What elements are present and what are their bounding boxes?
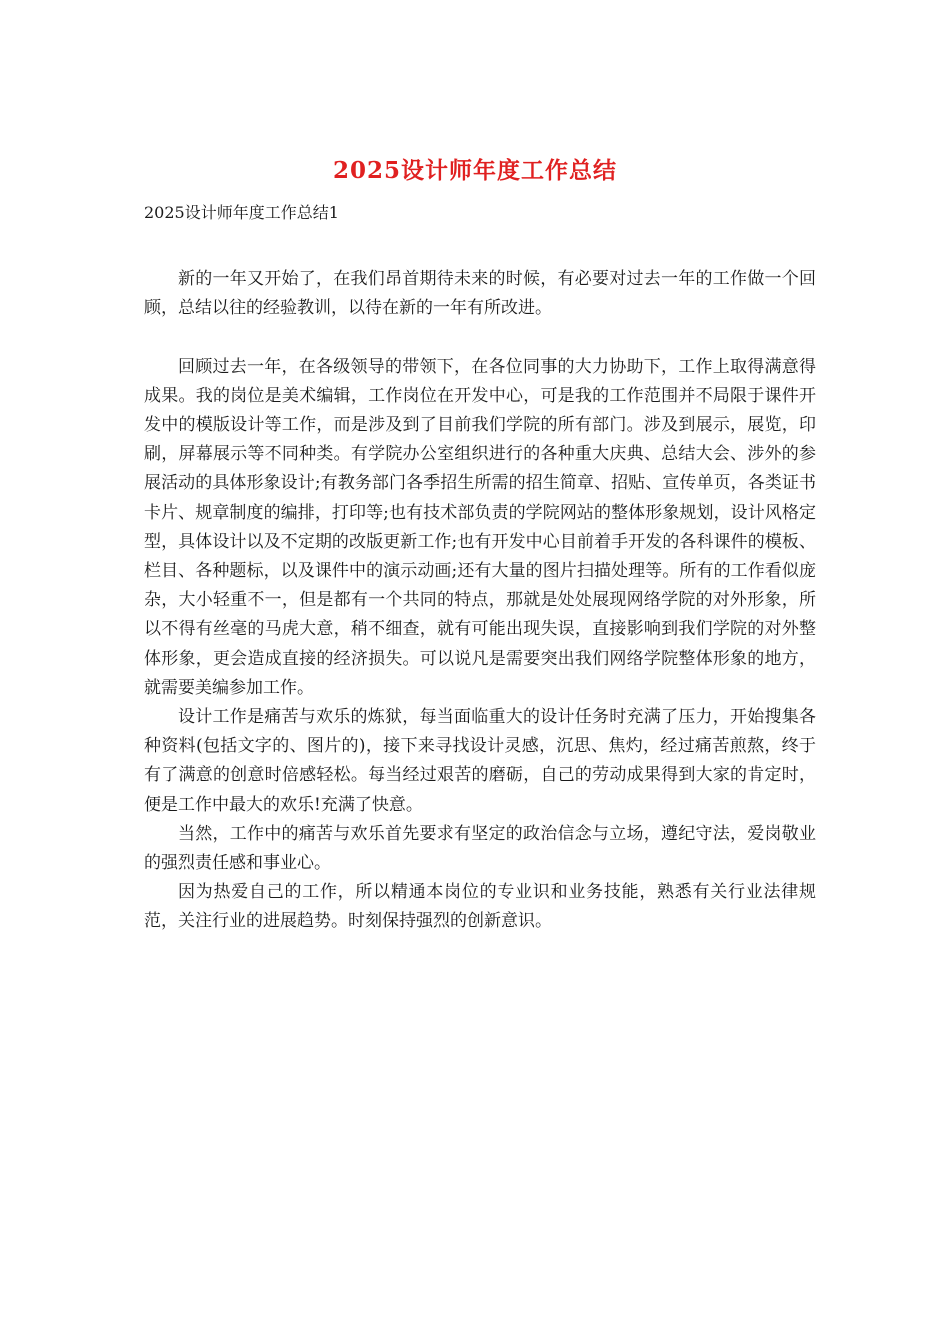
paragraph-intro: 新的一年又开始了，在我们昂首期待未来的时候，有必要对过去一年的工作做一个回顾，总结以往的经验教训，以待在新的一年有所改进。 xyxy=(144,269,816,319)
paragraph-expertise: 因为热爱自己的工作，所以精通本岗位的专业识和业务技能，熟悉有关行业法律规范，关注行业的进展趋势。时刻保持强烈的创新意识。 xyxy=(144,882,816,932)
paragraph-values: 当然，工作中的痛苦与欢乐首先要求有坚定的政治信念与立场，遵纪守法，爱岗敬业的强烈责任感和事业心。 xyxy=(144,823,816,874)
document-body xyxy=(144,265,816,937)
paragraph-review: 回顾过去一年，在各级领导的带领下，在各位同事的大力协助下，工作上取得满意得成果。我的岗位是美术编辑，工作岗位在开发中心，可是我的工作范围并不局限于课件开发中的模版设计等工作，而是涉及到了目前我们学院的所有部门。涉及到展示，展览，印刷，屏幕展示等不同种类。有学院办公室组织进行的各种重大庆典、总结大会、涉外的参展活动的具体形象设计;有教务部门各季招生所需的招生简章、招贴、宣传单页，各类证书卡片、规章制度的编排，打印等;也有技术部负责的学院网站的整体形象规划，设计风格定型，具体设计以及不定期的改版更新工作;也有开发中心目前着手开发的各科课件的模板、栏目、各种题标，以及课件中的演示动画;还有大量的图片扫描处理等。所有的工作看似庞杂，大小轻重不一，但是都有一个共同的特点，那就是处处展现网络学院的对外形象，所以不得有丝毫的马虎大意，稍不细查，就有可能出现失误，直接影响到我们学院的对外整体形象，更会造成直接的经济损失。可以说凡是需要突出我们网络学院整体形象的地方，就需要美编参加工作。 xyxy=(144,356,816,698)
paragraph-design-work: 设计工作是痛苦与欢乐的炼狱，每当面临重大的设计任务时充满了压力，开始搜集各种资料(包括文字的、图片的)，接下来寻找设计灵感，沉思、焦灼，经过痛苦煎熬，终于有了满意的创意时倍感轻松。每当经过艰苦的磨砺，自己的劳动成果得到大家的肯定时，便是工作中最大的欢乐!充满了快意。 xyxy=(144,707,816,815)
document-subtitle: 2025设计师年度工作总结1 xyxy=(144,203,339,222)
document-title: 2025设计师年度工作总结 xyxy=(332,157,617,184)
